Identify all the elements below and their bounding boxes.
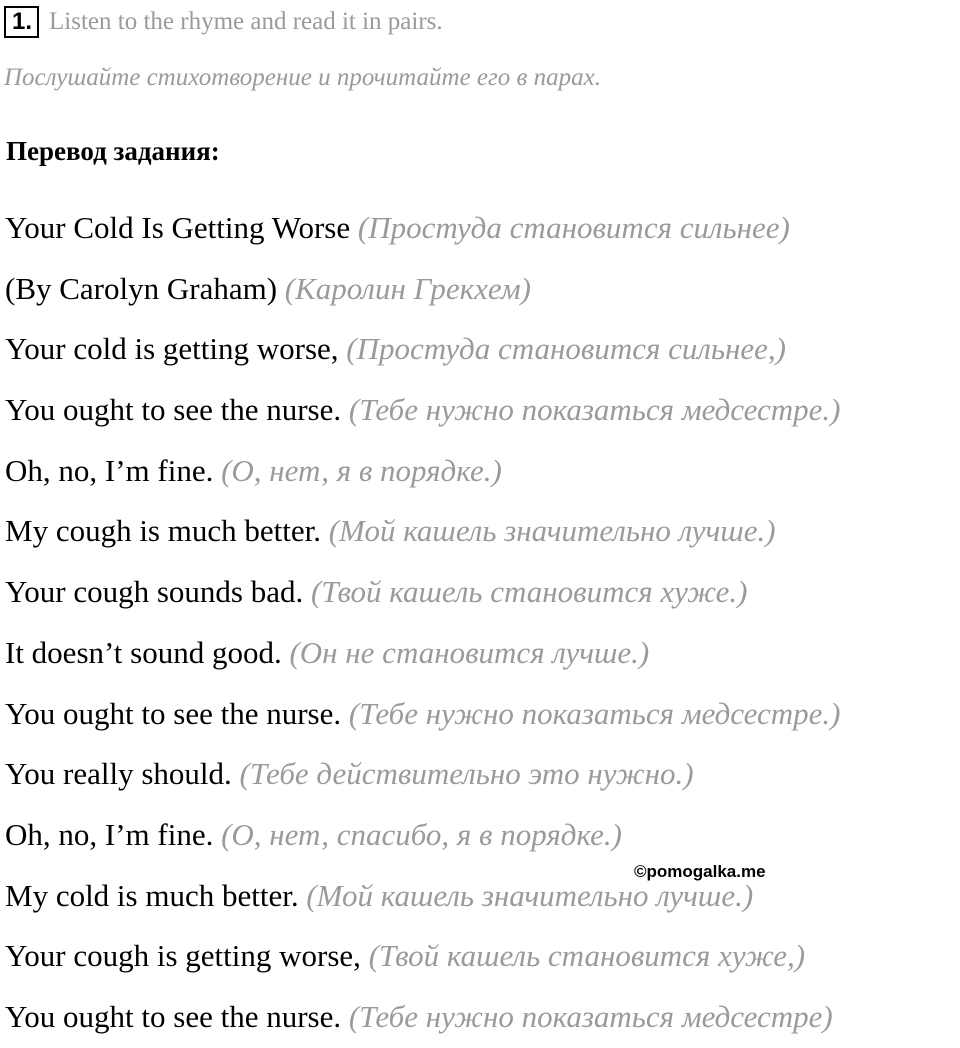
task-instruction-translation: Послушайте стихотворение и прочитайте его в парах.	[4, 64, 601, 91]
line-translation: (Тебе нужно показаться медсестре.)	[348, 695, 841, 731]
line-translation: (Простуда становится сильнее,)	[346, 331, 787, 367]
line-translation: (Простуда становится сильнее)	[357, 210, 790, 245]
line-english: Your cough sounds bad.	[5, 574, 312, 610]
line-english: Oh, no, I’m fine.	[5, 452, 222, 488]
rhyme-line	[5, 926, 960, 987]
line-english: (By Carolyn Graham)	[5, 270, 285, 306]
line-translation: (Каролин Грекхем)	[284, 270, 531, 306]
rhyme-line	[5, 501, 960, 562]
rhyme-line	[5, 198, 960, 259]
line-translation: (Мой кашель значительно лучше.)	[306, 877, 754, 913]
task-instruction: Listen to the rhyme and read it in pairs.	[49, 8, 443, 35]
line-english: You ought to see the nurse.	[5, 392, 349, 428]
rhyme-line	[5, 623, 960, 684]
rhyme-line	[5, 441, 960, 502]
rhyme-line	[5, 319, 960, 380]
task-header	[4, 4, 443, 40]
line-english: It doesn’t sound good.	[5, 634, 290, 670]
line-english: Your Cold Is Getting Worse	[5, 210, 358, 245]
line-english: You ought to see the nurse.	[5, 695, 349, 731]
line-english: Your cold is getting worse,	[5, 331, 347, 367]
line-translation: (Твой кашель становится хуже,)	[368, 938, 806, 974]
line-translation: (Тебе действительно это нужно.)	[239, 756, 694, 792]
rhyme-line	[5, 684, 960, 745]
watermark: ©pomogalka.me	[634, 862, 766, 881]
rhyme-line	[5, 805, 960, 866]
rhyme-line	[5, 562, 960, 623]
line-translation: (Тебе нужно показаться медсестре)	[348, 998, 833, 1034]
rhyme-line	[5, 866, 960, 927]
task-number: 1.	[4, 6, 39, 38]
rhyme-lines	[5, 198, 960, 1048]
line-translation: (О, нет, я в порядке.)	[221, 452, 502, 488]
line-english: My cold is much better.	[5, 877, 307, 913]
line-english: My cough is much better.	[5, 513, 329, 549]
rhyme-line	[5, 259, 960, 320]
line-english: Oh, no, I’m fine.	[5, 816, 222, 852]
section-heading: Перевод задания:	[6, 136, 220, 166]
line-translation: (Твой кашель становится хуже.)	[311, 574, 748, 610]
line-english: You ought to see the nurse.	[5, 998, 349, 1034]
rhyme-line	[5, 380, 960, 441]
line-english: Your cough is getting worse,	[5, 938, 369, 974]
line-translation: (Тебе нужно показаться медсестре.)	[348, 392, 841, 428]
rhyme-line	[5, 744, 960, 805]
line-translation: (Он не становится лучше.)	[289, 634, 650, 670]
line-english: You really should.	[5, 756, 240, 792]
line-translation: (Мой кашель значительно лучше.)	[328, 513, 776, 549]
line-translation: (О, нет, спасибо, я в порядке.)	[221, 816, 623, 852]
